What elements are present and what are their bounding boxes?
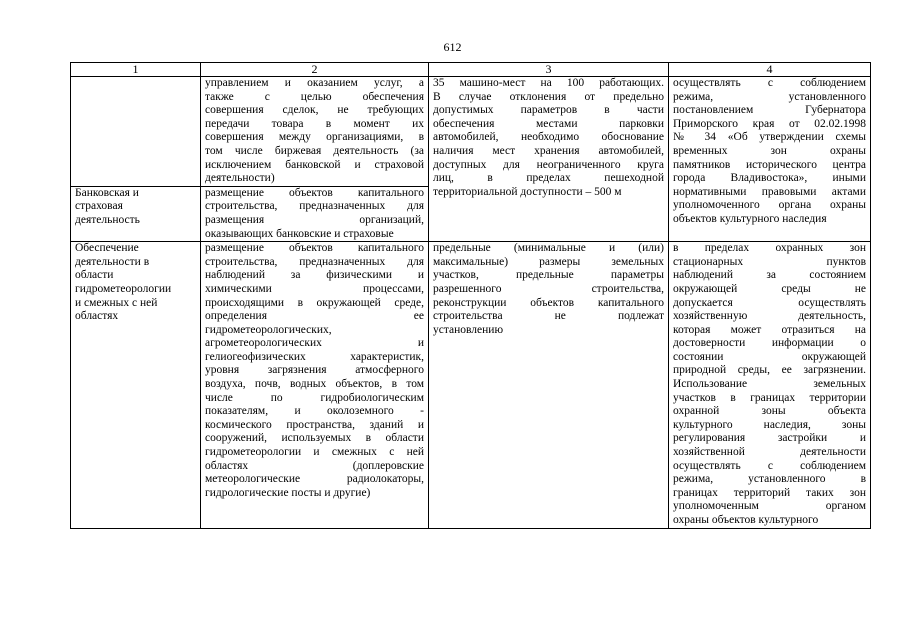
text-line: допускается осуществлять [673,296,866,309]
text-line: том числе биржевая деятельность (за [205,144,424,157]
text-line: 35 машино-мест на 100 работающих. [433,77,664,89]
text-line: агрометеорологических и [205,337,424,350]
text-line: осуществлять с соблюдением [673,77,866,89]
column-header-2: 2 [201,63,429,77]
text-line: разрешенного строительства, [433,282,664,295]
land-use-table [70,62,871,529]
text-line: памятников исторического центра [673,158,866,171]
text-line: хозяйственной деятельности [673,446,866,459]
text-line: совершения сделок, не требующих [205,104,424,117]
text-line: определения ее [205,310,424,323]
text-line: лиц, в пределах пешеходной [433,172,664,185]
text-line: областях (доплеровские [205,459,424,472]
text-line: состоянии окружающей [673,350,866,363]
text-line: наблюдений за состоянием [673,269,866,282]
text-line: временных зон охраны [673,144,866,157]
text-line: размещение объектов капитального [205,242,424,255]
text-line: № 34 «Об утверждении схемы [673,131,866,144]
text-line: также с целью обеспечения [205,90,424,103]
text-line: природной среды, ее загрязнении. [673,364,866,377]
text-line: нормативными правовыми актами [673,185,866,198]
text-line: реконструкции объектов капитального [433,296,664,309]
text-line: показателям, и околоземного - [205,405,424,418]
text-line: гелиогеофизических характеристик, [205,350,424,363]
text-line: доступных для неограниченного круга [433,158,664,171]
text-line: охраны объектов культурного [673,514,819,526]
row2-use-description [201,186,429,241]
text-line: передачи товара в момент их [205,117,424,130]
text-line: страховая [75,200,123,213]
text-line: достоверности информации о [673,337,866,350]
text-line: происходящими в окружающей среде, [205,296,424,309]
text-line: окружающей среды не [673,282,866,295]
text-line: совершения между организациями, в [205,131,424,144]
text-line: оказывающих банковские и страховые [205,227,394,240]
text-line: воздуха, почв, водных объектов, в том [205,378,424,391]
text-line: строительства, предназначенных для [205,255,424,268]
table-row [71,242,871,528]
text-line: режима, установленного в [673,473,866,486]
text-line: хозяйственную деятельность, [673,310,866,323]
text-line: гидрометеорологических, [205,323,332,336]
text-line: размещения организаций, [205,213,424,226]
row3-parameters [429,242,669,528]
text-line: деятельности) [205,172,275,185]
text-line: культурного наследия, зоны [673,418,866,431]
text-line: установлению [433,323,504,336]
text-line: предельные (минимальные и (или) [433,242,664,255]
text-line: строительства не подлежат [433,310,664,323]
text-line: деятельности в [75,255,150,268]
text-line: автомобилей, необходимо обоснование [433,131,664,144]
text-line: Использование земельных [673,378,866,391]
text-line: космического пространства, зданий и [205,418,424,431]
text-line: областях [75,310,119,323]
text-line: гидрометеорологии и смежных с ней [205,446,424,459]
text-line: участков, предельные параметры [433,269,664,282]
row3-restrictions [669,242,871,528]
text-line: сооружений, используемых в области [205,432,424,445]
text-line: Приморского края от 02.02.1998 [673,117,866,130]
text-line: постановлением Губернатора [673,104,866,117]
text-line: регулирования застройки и [673,432,866,445]
text-line: максимальные) размеры земельных [433,255,664,268]
text-line: стационарных пунктов [673,255,866,268]
text-line: гидрологические посты и другие) [205,486,371,499]
text-line: и смежных с ней [75,296,158,309]
text-line: области [75,269,114,282]
row2-use-name [71,186,201,241]
text-line: уполномоченным органом [673,500,866,513]
text-line: осуществлять с соблюдением [673,459,866,472]
text-line: территориальной доступности – 500 м [433,185,622,198]
text-line: гидрометеорологии [75,282,172,295]
page-number: 612 [443,40,462,54]
column-header-4: 4 [669,63,871,77]
text-line: уровня загрязнения атмосферного [205,364,424,377]
column-header-1: 1 [71,63,201,77]
text-line: метеорологические радиолокаторы, [205,473,424,486]
text-line: наблюдений за физическими и [205,269,424,282]
text-line: Банковская и [75,186,139,199]
text-line: режима, установленного [673,90,866,103]
text-line: исключением банковской и страховой [205,158,424,171]
text-line: в пределах охранных зон [673,242,866,255]
text-line: объектов культурного наследия [673,212,827,225]
text-line: обеспечения местами парковки [433,117,664,130]
text-line: числе по гидробиологическим [205,391,424,404]
row1-use-description [201,77,429,187]
text-line: участков в границах территории [673,391,866,404]
text-line: химическими процессами, [205,282,424,295]
text-line: Обеспечение [75,242,139,255]
text-line: охранной зоны объекта [673,405,866,418]
text-line: размещение объектов капитального [205,186,424,199]
text-line: уполномоченного органа охраны [673,199,866,212]
row3-use-description [201,242,429,528]
text-line: границах территорий таких зон [673,486,866,499]
text-line: деятельность [75,213,140,226]
text-line: В случае отклонения от предельно [433,90,664,103]
text-line: допустимых параметров в части [433,104,664,117]
row1-parameters [429,77,669,242]
row1-restrictions [669,77,871,242]
table-row [71,77,871,187]
text-line: наличия мест хранения автомобилей, [433,144,664,157]
text-line: города Владивостока», иными [673,172,866,185]
row3-use-name [71,242,201,528]
row1-use-name [71,77,201,187]
text-line: управлением и оказанием услуг, а [205,77,424,89]
column-header-3: 3 [429,63,669,77]
text-line: строительства, предназначенных для [205,200,424,213]
table-header-row [71,63,871,77]
text-line: которая может отразиться на [673,323,866,336]
